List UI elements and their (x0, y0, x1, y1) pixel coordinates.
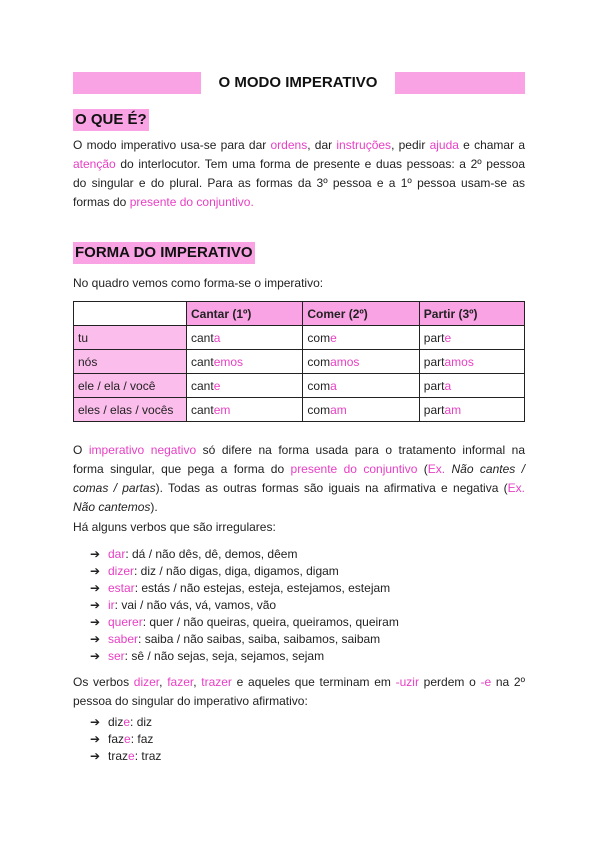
stem: cant (191, 354, 214, 369)
negative-line-4 (73, 498, 525, 517)
result: : faz (130, 732, 154, 746)
ending: amos (444, 354, 474, 369)
verb: ir (108, 598, 115, 612)
paragraph-uzir (73, 673, 525, 711)
conjugation-cell (187, 374, 303, 398)
text: , (159, 675, 168, 689)
text: O modo imperativo usa-se para dar (73, 138, 271, 152)
column-header: Cantar (1º) (187, 302, 303, 326)
arrow-icon: ➔ (90, 598, 101, 612)
ending: a (444, 378, 452, 393)
ending: am (444, 402, 462, 417)
text: e chamar a (458, 138, 526, 152)
irregular-intro: Há alguns verbos que são irregulares: (73, 520, 276, 534)
negative-line-1 (73, 441, 525, 460)
ending: e (213, 378, 221, 393)
arrow-icon: ➔ (90, 715, 101, 729)
negative-line-2 (73, 460, 525, 479)
arrow-icon: ➔ (90, 564, 101, 578)
text: , pedir (391, 138, 430, 152)
stem: cant (191, 402, 214, 417)
highlight-uzir: -uzir (395, 675, 419, 689)
text: , dar (307, 138, 337, 152)
highlight-dizer: dizer (133, 675, 160, 689)
uzir-line-1 (73, 673, 525, 692)
text: Os verbos (73, 675, 134, 689)
example-text: Não cantes / (445, 462, 525, 476)
section-heading-forma: FORMA DO IMPERATIVO (73, 242, 255, 264)
table-row (74, 326, 525, 350)
conjugation-cell (419, 326, 524, 350)
text: formas do (73, 195, 130, 209)
example-text: Não cantemos (73, 500, 151, 514)
stem: traz (108, 749, 129, 763)
definition-line-3: do singular e do plural. Para as formas da 3º pessoa e a 1º pessoa usam-se as (73, 176, 525, 190)
table-row (74, 350, 525, 374)
stem: com (307, 378, 331, 393)
stem: faz (108, 732, 125, 746)
column-header: Comer (2º) (303, 302, 419, 326)
verb-forms: : vai / não vás, vá, vamos, vão (114, 598, 277, 612)
example-text: comas / partas (73, 481, 156, 495)
text: perdem o (418, 675, 481, 689)
verb: dar (108, 547, 126, 561)
stem: com (307, 402, 331, 417)
stem: com (307, 330, 331, 345)
section-heading-what-is: O QUE É? (73, 109, 149, 131)
list-item (90, 614, 399, 631)
text: do interlocutor. Tem uma forma de presente e duas pessoas: a 2º pessoa (115, 157, 525, 171)
conjugation-cell (187, 350, 303, 374)
negative-line-3 (73, 479, 525, 498)
dropped-e: e (123, 715, 131, 729)
list-item (90, 748, 161, 765)
result: : traz (134, 749, 162, 763)
ending: am (330, 402, 347, 417)
stem: part (423, 330, 445, 345)
highlight-fazer: fazer (167, 675, 194, 689)
ending: e (444, 330, 452, 345)
paragraph-negative (73, 441, 525, 517)
table-corner-cell (74, 302, 187, 326)
dropped-e: e (128, 749, 135, 763)
person-cell: nós (74, 350, 187, 374)
arrow-icon: ➔ (90, 649, 101, 663)
ending: em (213, 402, 231, 417)
arrow-icon: ➔ (90, 732, 101, 746)
ending: e (330, 330, 337, 345)
text: e aqueles que terminam em (231, 675, 396, 689)
arrow-icon: ➔ (90, 581, 101, 595)
title-band-right (395, 72, 525, 94)
conjugation-cell (303, 326, 419, 350)
conjugation-cell (419, 350, 524, 374)
title-band-left (73, 72, 201, 94)
conjugation-cell (419, 398, 524, 422)
stem: part (423, 378, 445, 393)
highlight-imperativo-negativo: imperativo negativo (88, 443, 197, 457)
ending: amos (330, 354, 360, 369)
arrow-icon: ➔ (90, 547, 101, 561)
text: forma singular, que pega a forma do (73, 462, 291, 476)
verb-forms: : sê / não sejas, seja, sejamos, sejam (124, 649, 325, 663)
verb-forms: : quer / não queiras, queira, queiramos, queiram (142, 615, 399, 629)
conjugation-table (73, 301, 525, 422)
verb-forms: : saiba / não saibas, saiba, saibamos, saibam (138, 632, 381, 646)
verb: dizer (108, 564, 135, 578)
paragraph-definition (73, 136, 525, 212)
person-cell: tu (74, 326, 187, 350)
verb-forms: : dá / não dês, dê, demos, dêem (125, 547, 298, 561)
dropped-e: e (124, 732, 131, 746)
arrow-icon: ➔ (90, 632, 101, 646)
conjugation-cell (303, 350, 419, 374)
list-item (90, 546, 399, 563)
verb-forms: : estás / não estejas, esteja, estejamos, estejam (134, 581, 391, 595)
stem: cant (191, 378, 214, 393)
text: ( (417, 462, 428, 476)
ending: emos (213, 354, 244, 369)
stem: cant (191, 330, 214, 345)
highlight-ordens: ordens (270, 138, 308, 152)
person-cell: eles / elas / vocês (74, 398, 187, 422)
arrow-icon: ➔ (90, 615, 101, 629)
highlight-instrucoes: instruções (336, 138, 392, 152)
table-row (74, 398, 525, 422)
stem: part (423, 354, 445, 369)
verb: querer (108, 615, 143, 629)
highlight-ajuda: ajuda (429, 138, 459, 152)
verb-forms: : diz / não digas, diga, digamos, digam (134, 564, 339, 578)
highlight-trazer: trazer (201, 675, 232, 689)
highlight-presente-conjuntivo: presente do conjuntivo (290, 462, 418, 476)
person-cell: ele / ela / você (74, 374, 187, 398)
highlight-presente-conjuntivo: presente do conjuntivo. (129, 195, 254, 209)
uzir-line-2: pessoa do singular do imperativo afirmativo: (73, 694, 308, 708)
text: ). (150, 500, 158, 514)
stem: diz (108, 715, 124, 729)
arrow-icon: ➔ (90, 749, 101, 763)
list-item (90, 648, 399, 665)
ending: a (213, 330, 221, 345)
verb: estar (108, 581, 135, 595)
irregular-verbs-list (90, 546, 399, 665)
definition-line-2 (73, 155, 525, 174)
stem: com (307, 354, 331, 369)
conjugation-cell (187, 398, 303, 422)
list-item (90, 631, 399, 648)
list-item (90, 580, 399, 597)
result: : diz (130, 715, 153, 729)
highlight-e: -e (480, 675, 492, 689)
verb: saber (108, 632, 139, 646)
list-item (90, 714, 161, 731)
text: na 2º (491, 675, 525, 689)
definition-line-1 (73, 136, 525, 155)
highlight-ex: Ex. (507, 481, 526, 495)
text: ). Todas as outras formas são iguais na afirmativa e negativa ( (155, 481, 508, 495)
text: O (73, 443, 89, 457)
conjugation-cell (303, 374, 419, 398)
ending: a (330, 378, 337, 393)
text: , (193, 675, 202, 689)
verb: ser (108, 649, 125, 663)
apocope-list (90, 714, 161, 765)
conjugation-cell (187, 326, 303, 350)
page-title: O MODO IMPERATIVO (218, 74, 378, 91)
list-item (90, 563, 399, 580)
title-bar (73, 72, 525, 94)
highlight-ex: Ex. (427, 462, 446, 476)
list-item (90, 597, 399, 614)
definition-line-4 (73, 193, 525, 212)
list-item (90, 731, 161, 748)
stem: part (423, 402, 445, 417)
text: só difere na forma usada para o tratamento informal na (196, 443, 525, 457)
table-intro: No quadro vemos como forma-se o imperativo: (73, 276, 324, 290)
table-row (74, 374, 525, 398)
conjugation-cell (419, 374, 524, 398)
column-header: Partir (3º) (419, 302, 524, 326)
table-header-row (74, 302, 525, 326)
highlight-atencao: atenção (73, 157, 116, 171)
conjugation-cell (303, 398, 419, 422)
